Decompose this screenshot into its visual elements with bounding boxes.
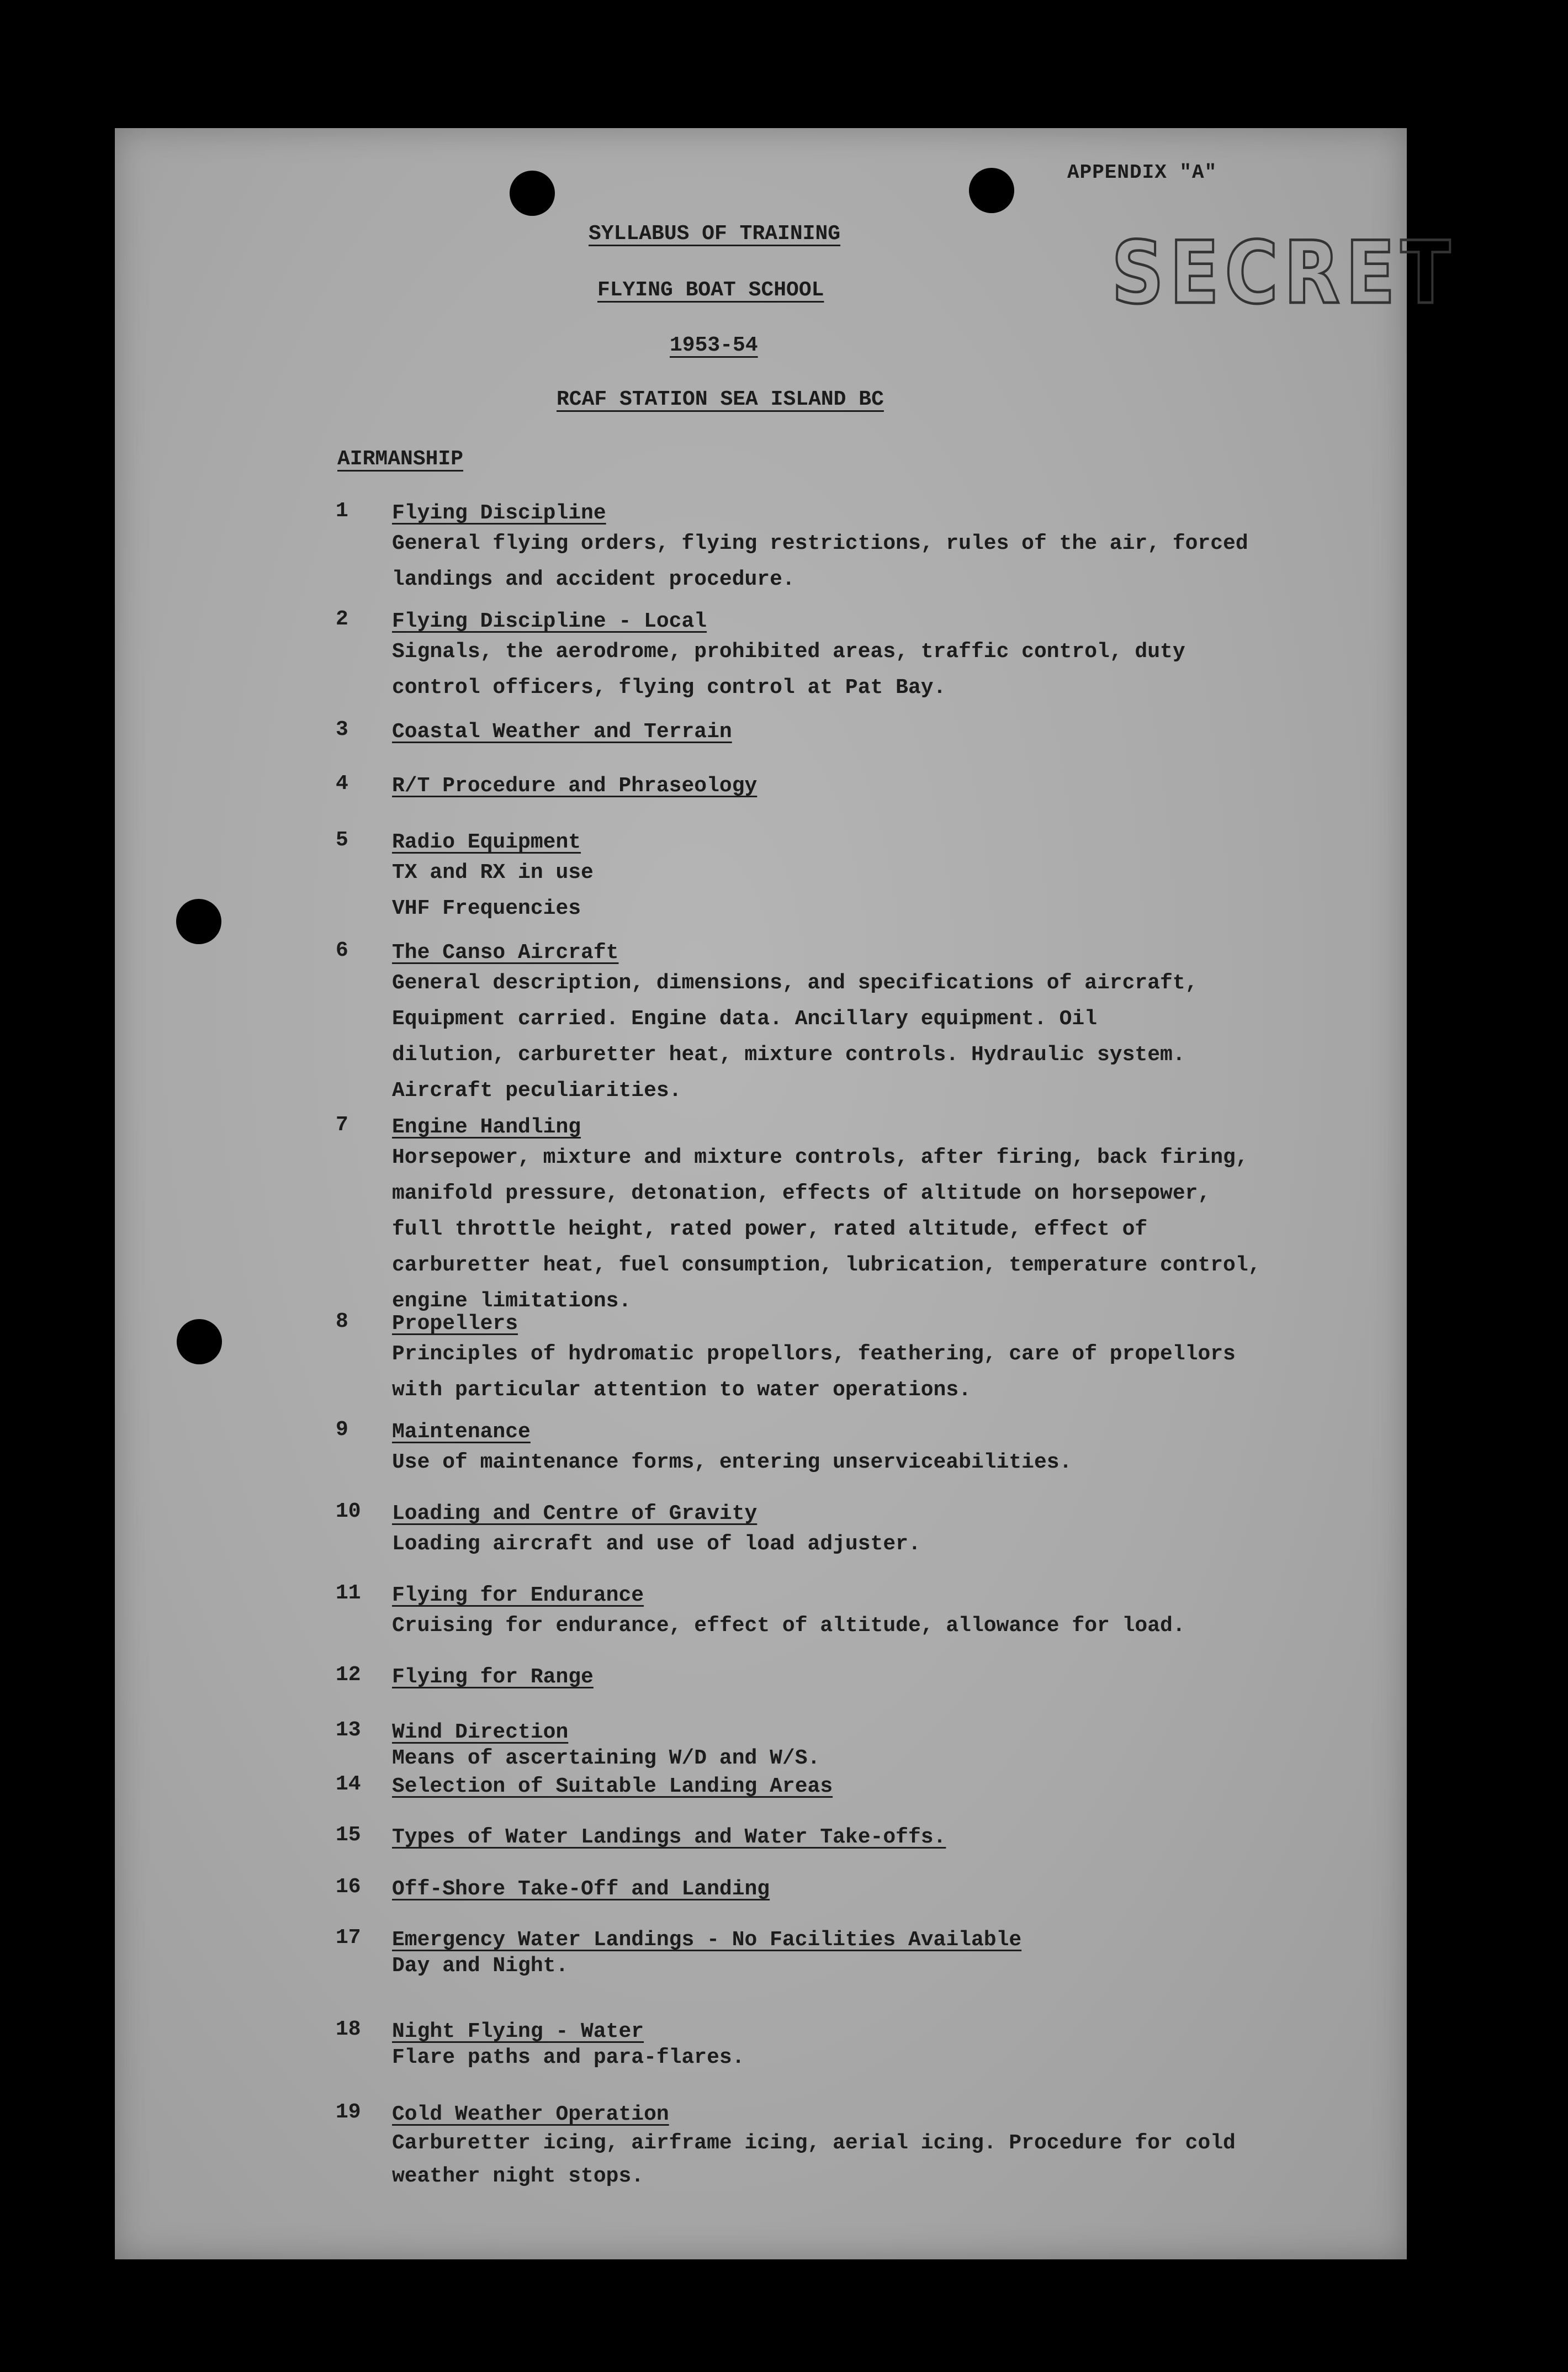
item-number: 4 [336,772,348,796]
item-heading: Flying Discipline - Local [392,610,707,633]
list-item [336,1581,1374,1644]
item-number: 9 [336,1418,348,1442]
list-item [336,2018,1374,2072]
item-heading: Wind Direction [392,1720,569,1744]
list-item [336,1418,1374,1480]
item-number: 18 [336,2018,361,2041]
list-item [336,499,1374,597]
item-heading: Night Flying - Water [392,2020,644,2043]
item-number: 11 [336,1581,361,1605]
item-description: Means of ascertaining W/D and W/S. [392,1746,820,1770]
document-page [115,128,1456,2259]
item-description: Principles of hydromatic propellors, feathering, care of propellors with particular attention to water operations. [392,1342,1236,1402]
item-description: Flare paths and para-flares. [392,2046,745,2069]
section-heading: AIRMANSHIP [337,447,464,471]
item-number: 14 [336,1772,361,1796]
list-item [336,1663,1374,1692]
item-heading: Flying for Endurance [392,1584,644,1607]
item-description: Day and Night. [392,1954,569,1978]
punch-hole [969,168,1014,213]
item-number: 16 [336,1875,361,1899]
item-description: Carburetter icing, airframe icing, aerial icing. Procedure for cold weather night stops. [392,2131,1236,2188]
item-heading: Selection of Suitable Landing Areas [392,1775,833,1798]
item-heading: Coastal Weather and Terrain [392,720,732,744]
item-heading: Loading and Centre of Gravity [392,1502,757,1526]
syllabus-title: SYLLABUS OF TRAINING [589,222,841,246]
item-number: 1 [336,499,348,523]
item-description: Horsepower, mixture and mixture controls, after firing, back firing, manifold pressure, detonation, effects of altitude on horsepower, full throttle height, rated power, rated altitude, effect of carburetter heat, fuel consumption, lubrication, temperature control, engine limitations. [392,1146,1261,1313]
item-description: Signals, the aerodrome, prohibited areas, traffic control, duty control officers, flying control at Pat Bay. [392,640,1185,700]
list-item [336,2100,1374,2193]
item-number: 6 [336,939,348,962]
list-item [336,1113,1374,1319]
item-number: 7 [336,1113,348,1137]
item-description: Cruising for endurance, effect of altitude, allowance for load. [392,1614,1185,1638]
item-number: 5 [336,828,348,852]
year-title: 1953-54 [670,333,758,357]
item-number: 2 [336,607,348,631]
item-heading: Propellers [392,1312,518,1336]
item-heading: Off-Shore Take-Off and Landing [392,1877,770,1901]
item-description: Loading aircraft and use of load adjuster. [392,1532,921,1556]
item-heading: Maintenance [392,1420,531,1444]
item-number: 8 [336,1310,348,1333]
item-heading: Engine Handling [392,1115,581,1139]
item-number: 3 [336,718,348,742]
item-description: TX and RX in use VHF Frequencies [392,861,594,920]
item-heading: Emergency Water Landings - No Facilities Available [392,1928,1022,1952]
list-item [336,718,1374,746]
item-description: General description, dimensions, and specifications of aircraft, Equipment carried. Engine data. Ancillary equipment. Oil dilution, carburetter heat, mixture controls. Hydraulic system. Aircraft peculiarities. [392,971,1198,1103]
list-item [336,1875,1374,1904]
item-number: 19 [336,2100,361,2124]
station-title: RCAF STATION SEA ISLAND BC [557,388,884,411]
list-item [336,1926,1374,1980]
item-heading: Types of Water Landings and Water Take-offs. [392,1825,946,1849]
list-item [336,1310,1374,1408]
item-description: Use of maintenance forms, entering unserviceabilities. [392,1450,1072,1474]
item-number: 10 [336,1500,361,1523]
item-heading: Flying for Range [392,1665,594,1689]
item-heading: Flying Discipline [392,501,606,525]
list-item [336,1772,1374,1801]
item-number: 17 [336,1926,361,1950]
list-item [336,1718,1374,1772]
item-heading: The Canso Aircraft [392,941,619,965]
punch-hole [177,1319,222,1364]
list-item [336,607,1374,706]
secret-stamp: SECRET [1111,223,1456,324]
item-number: 13 [336,1718,361,1742]
list-item [336,828,1374,926]
item-heading: R/T Procedure and Phraseology [392,774,757,798]
list-item [336,1500,1374,1562]
list-item [336,772,1374,801]
punch-hole [510,171,555,216]
punch-hole [176,899,221,944]
school-title: FLYING BOAT SCHOOL [597,278,824,302]
list-item [336,939,1374,1109]
list-item [336,1823,1374,1852]
appendix-label: APPENDIX "A" [1067,161,1217,184]
item-number: 12 [336,1663,361,1687]
item-heading: Cold Weather Operation [392,2103,669,2126]
item-description: General flying orders, flying restrictions, rules of the air, forced landings and accident procedure. [392,532,1248,591]
item-number: 15 [336,1823,361,1847]
item-heading: Radio Equipment [392,830,581,854]
